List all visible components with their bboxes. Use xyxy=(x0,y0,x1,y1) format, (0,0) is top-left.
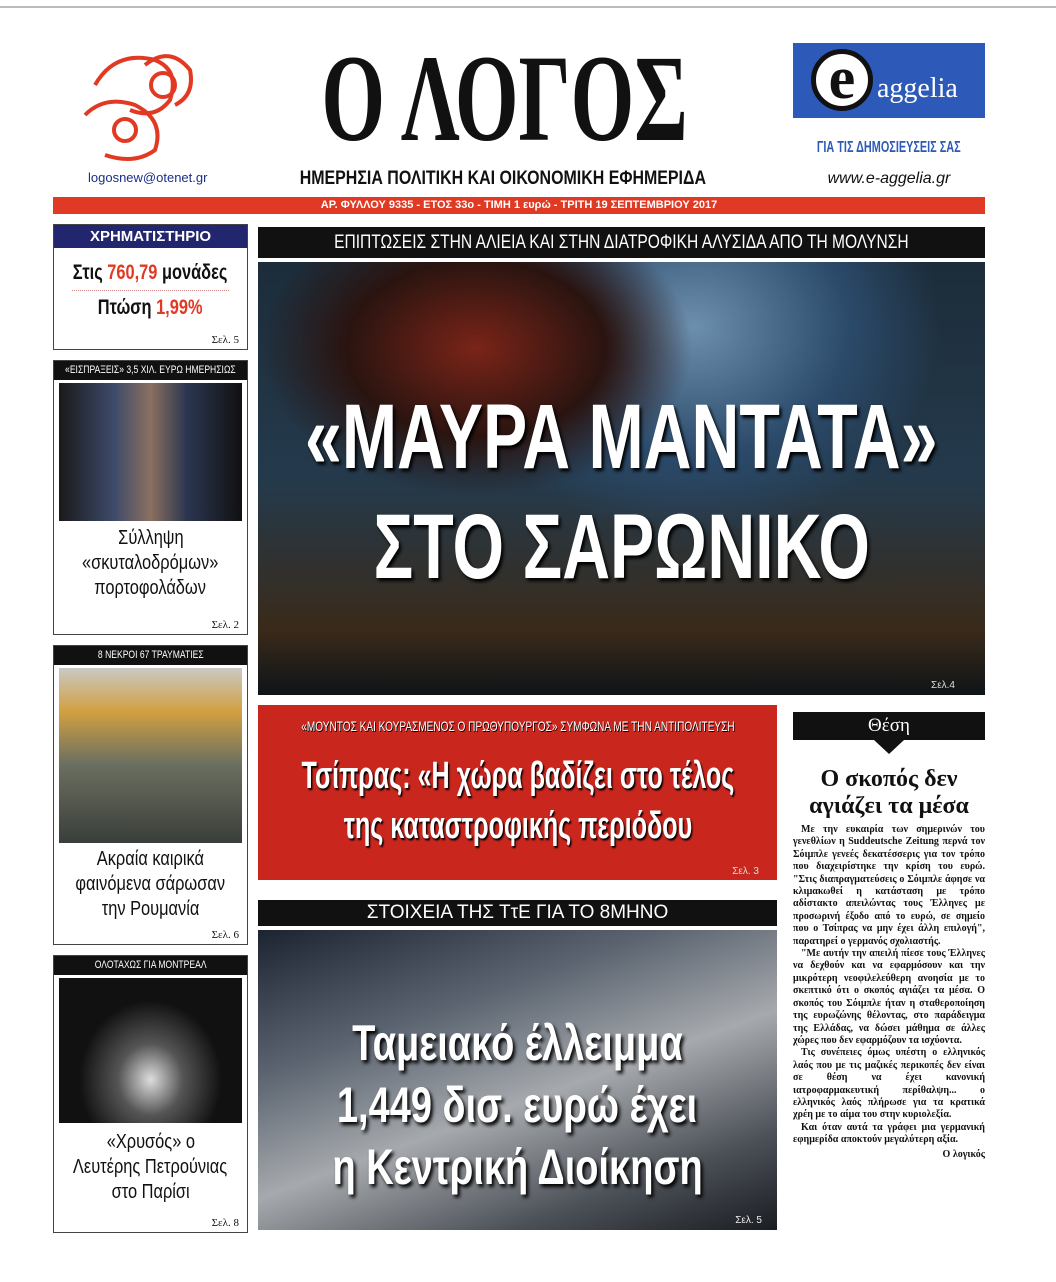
story-kicker: «ΜΟΥΝΤΟΣ ΚΑΙ ΚΟΥΡΑΣΜΕΝΟΣ Ο ΠΡΩΘΥΠΟΥΡΓΟΣ» ΣΥΜΦΩΝΑ ΜΕ ΤΗΝ ΑΝΤΙΠΟΛΙΤΕΥΣΗ xyxy=(300,718,735,734)
issue-info-text: ΑΡ. ΦΥΛΛΟΥ 9335 - ΕΤΟΣ 33ο - ΤΙΜΗ 1 ευρώ - ΤΡΙΤΗ 19 ΣΕΠΤΕΜΒΡΙΟΥ 2017 xyxy=(320,199,718,211)
ad-slogan: ΓΙΑ ΤΙΣ ΔΗΜΟΣΙΕΥΣΕΙΣ ΣΑΣ xyxy=(817,139,961,156)
newspaper-title: Ο ΛΟΓΟΣ xyxy=(321,30,689,167)
lead-headline-line1-wrap xyxy=(258,387,985,487)
deficit-kicker-bar: ΣΤΟΙΧΕΙΑ ΤΗΣ ΤτΕ ΓΙΑ ΤΟ 8ΜΗΝΟ xyxy=(366,902,669,923)
story-header-bar xyxy=(54,646,247,665)
handcuffs-photo xyxy=(59,383,242,521)
story-kicker-wrap xyxy=(258,717,777,735)
eaggelia-logo-icon: e xyxy=(811,49,873,111)
ad-url[interactable]: www.e-aggelia.gr xyxy=(827,170,951,187)
lead-headline-line1: «ΜΑΥΡΑ ΜΑΝΤΑΤΑ» xyxy=(305,386,938,488)
stock-market-box[interactable] xyxy=(53,224,248,350)
opinion-paragraph: Με την ευκαιρία των σημερινών του γενεθλίων η Suddeutsche Zeitung περνά τον Σόιμπλε γενεές δεκατέσσερις για τον τρόπο που διαχειρίστηκε την κρίση του ευρώ. "Στις διαπραγματεύσεις ο Σόιμπλε άφησε να κλιμακωθεί η κατάσταση με τρόπο αδίστακτο απειλώντας τους Έλληνες με προσωρινή έξοδο από το ευρώ, σε σημείο που ο Τσίπρας να μην έχει άλλη επιλογή", παρατηρεί ο γερμανός σχολιαστής. xyxy=(793,824,985,947)
romania-weather-story[interactable] xyxy=(53,645,248,945)
story-caption: «Χρυσός» ο Λευτέρης Πετρούνιας στο Παρίσι xyxy=(73,1131,228,1203)
ad-brand: aggelia xyxy=(877,73,958,104)
tsipras-story[interactable] xyxy=(258,705,777,880)
newspaper-title-wrap xyxy=(260,30,750,167)
story-header: 8 ΝΕΚΡΟΙ 67 ΤΡΑΥΜΑΤΙΕΣ xyxy=(97,649,204,661)
page-ref: Σελ. 8 xyxy=(211,1217,239,1229)
storm-crane-photo xyxy=(59,668,242,843)
page-ref: Σελ. 3 xyxy=(732,866,759,877)
story-header: ΟΛΟΤΑΧΩΣ ΓΙΑ ΜΟΝΤΡΕΑΛ xyxy=(94,959,207,971)
story-headline: 1,449 δισ. ευρώ έχει xyxy=(337,1077,698,1133)
lead-kicker-bar-wrap xyxy=(258,227,985,258)
opinion-body xyxy=(793,824,985,1161)
page-ref: Σελ. 2 xyxy=(211,619,239,631)
page-ref: Σελ. 5 xyxy=(735,1215,762,1226)
story-header: «ΕΙΣΠΡΑΞΕΙΣ» 3,5 ΧΙΛ. ΕΥΡΩ ΗΜΕΡΗΣΙΩΣ xyxy=(65,364,236,376)
page-ref: Σελ. 5 xyxy=(211,334,239,346)
stock-market-header-bar xyxy=(54,225,247,248)
top-rule xyxy=(0,6,1056,8)
label-pointer xyxy=(874,740,904,754)
stock-change-line: Πτώση 1,99% xyxy=(98,296,203,319)
eaggelia-ad[interactable] xyxy=(793,43,985,118)
lead-story-photo[interactable] xyxy=(258,262,985,695)
story-caption: Ακραία καιρικά φαινόμενα σάρωσαν την Ρουμανία xyxy=(75,848,226,920)
arrest-story[interactable] xyxy=(53,360,248,635)
page-ref: Σελ.4 xyxy=(931,680,955,691)
story-headline: Τσίπρας: «Η χώρα βαδίζει στο τέλος xyxy=(301,755,734,797)
opinion-label: Θέση xyxy=(793,712,985,740)
deficit-kicker-bar-wrap xyxy=(258,900,777,926)
lead-headline-line2: ΣΤΟ ΣΑΡΩΝΙΚΟ xyxy=(373,496,870,598)
contact-email[interactable]: logosnew@otenet.gr xyxy=(88,170,208,185)
newspaper-subtitle-wrap xyxy=(258,168,748,190)
page-ref: Σελ. 6 xyxy=(211,929,239,941)
story-headline: της καταστροφικής περιόδου xyxy=(343,805,692,847)
story-header-bar xyxy=(54,956,247,975)
story-headline-wrap xyxy=(258,751,777,851)
petrounias-story[interactable] xyxy=(53,955,248,1233)
stock-market-header: ΧΡΗΜΑΤΙΣΤΗΡΙΟ xyxy=(89,228,212,245)
lead-headline-line2-wrap xyxy=(258,497,985,597)
story-header-bar xyxy=(54,361,247,380)
story-caption: Σύλληψη «σκυταλοδρόμων» πορτοφολάδων xyxy=(82,527,219,599)
deficit-story-photo[interactable] xyxy=(258,930,777,1230)
stock-index-line: Στις 760,79 μονάδες xyxy=(73,261,228,284)
story-headline: η Κεντρική Διοίκηση xyxy=(332,1139,703,1195)
opinion-paragraph: "Με αυτήν την απειλή πίεσε τους Έλληνες να δεχθούν και να εφαρμόσουν και την μικρότερη νεοφιλελεύθερη ανοησία με το σκεπτικό ότι ο σκοπός αγιάζει τα μέσα. Ο σκοπός του Σόιμπλε ήταν η σταθεροποίηση της ευρωζώνης θέλοντας, στο παράδειγμα της Ελλάδας, να δώσει μάθημα σε άλλες χώρες που δεν εφαρμόζουν τα ισχύοντα. xyxy=(793,948,985,1046)
opinion-signature: Ο λογικός xyxy=(942,1148,985,1160)
opinion-paragraph: Τις συνέπειες όμως υπέστη ο ελληνικός λαός που με τις μαζικές περικοπές δεν είναι σε θέση να έχει κανονική ιατροφαρμακευτική περίθαλψη... ο ελληνικός λαός πλήρωσε για τα κρατικά χρέη με το αίμα του στην κυριολεξία. xyxy=(793,1047,985,1121)
story-headline-wrap xyxy=(258,1012,777,1198)
opinion-paragraph: Και όταν αυτά τα γράφει μια γερμανική εφημερίδα αποκτούν μεγαλύτερη αξία. xyxy=(793,1121,985,1146)
ad-slogan-wrap xyxy=(793,138,985,157)
story-headline: Ταμειακό έλλειμμα xyxy=(352,1015,683,1071)
newspaper-subtitle: ΗΜΕΡΗΣΙΑ ΠΟΛΙΤΙΚΗ ΚΑΙ ΟΙΚΟΝΟΜΙΚΗ ΕΦΗΜΕΡΙΔΑ xyxy=(299,168,707,189)
opinion-title: Ο σκοπός δεν αγιάζει τα μέσα xyxy=(809,766,969,819)
masthead-figures-logo xyxy=(75,45,205,170)
gymnast-rings-photo xyxy=(59,978,242,1123)
lead-kicker-bar: ΕΠΙΠΤΩΣΕΙΣ ΣΤΗΝ ΑΛΙΕΙΑ ΚΑΙ ΣΤΗΝ ΔΙΑΤΡΟΦΙΚΗ ΑΛΥΣΙΔΑ ΑΠΟ ΤΗ ΜΟΛΥΝΣΗ xyxy=(334,232,909,253)
issue-info-bar xyxy=(53,197,985,214)
